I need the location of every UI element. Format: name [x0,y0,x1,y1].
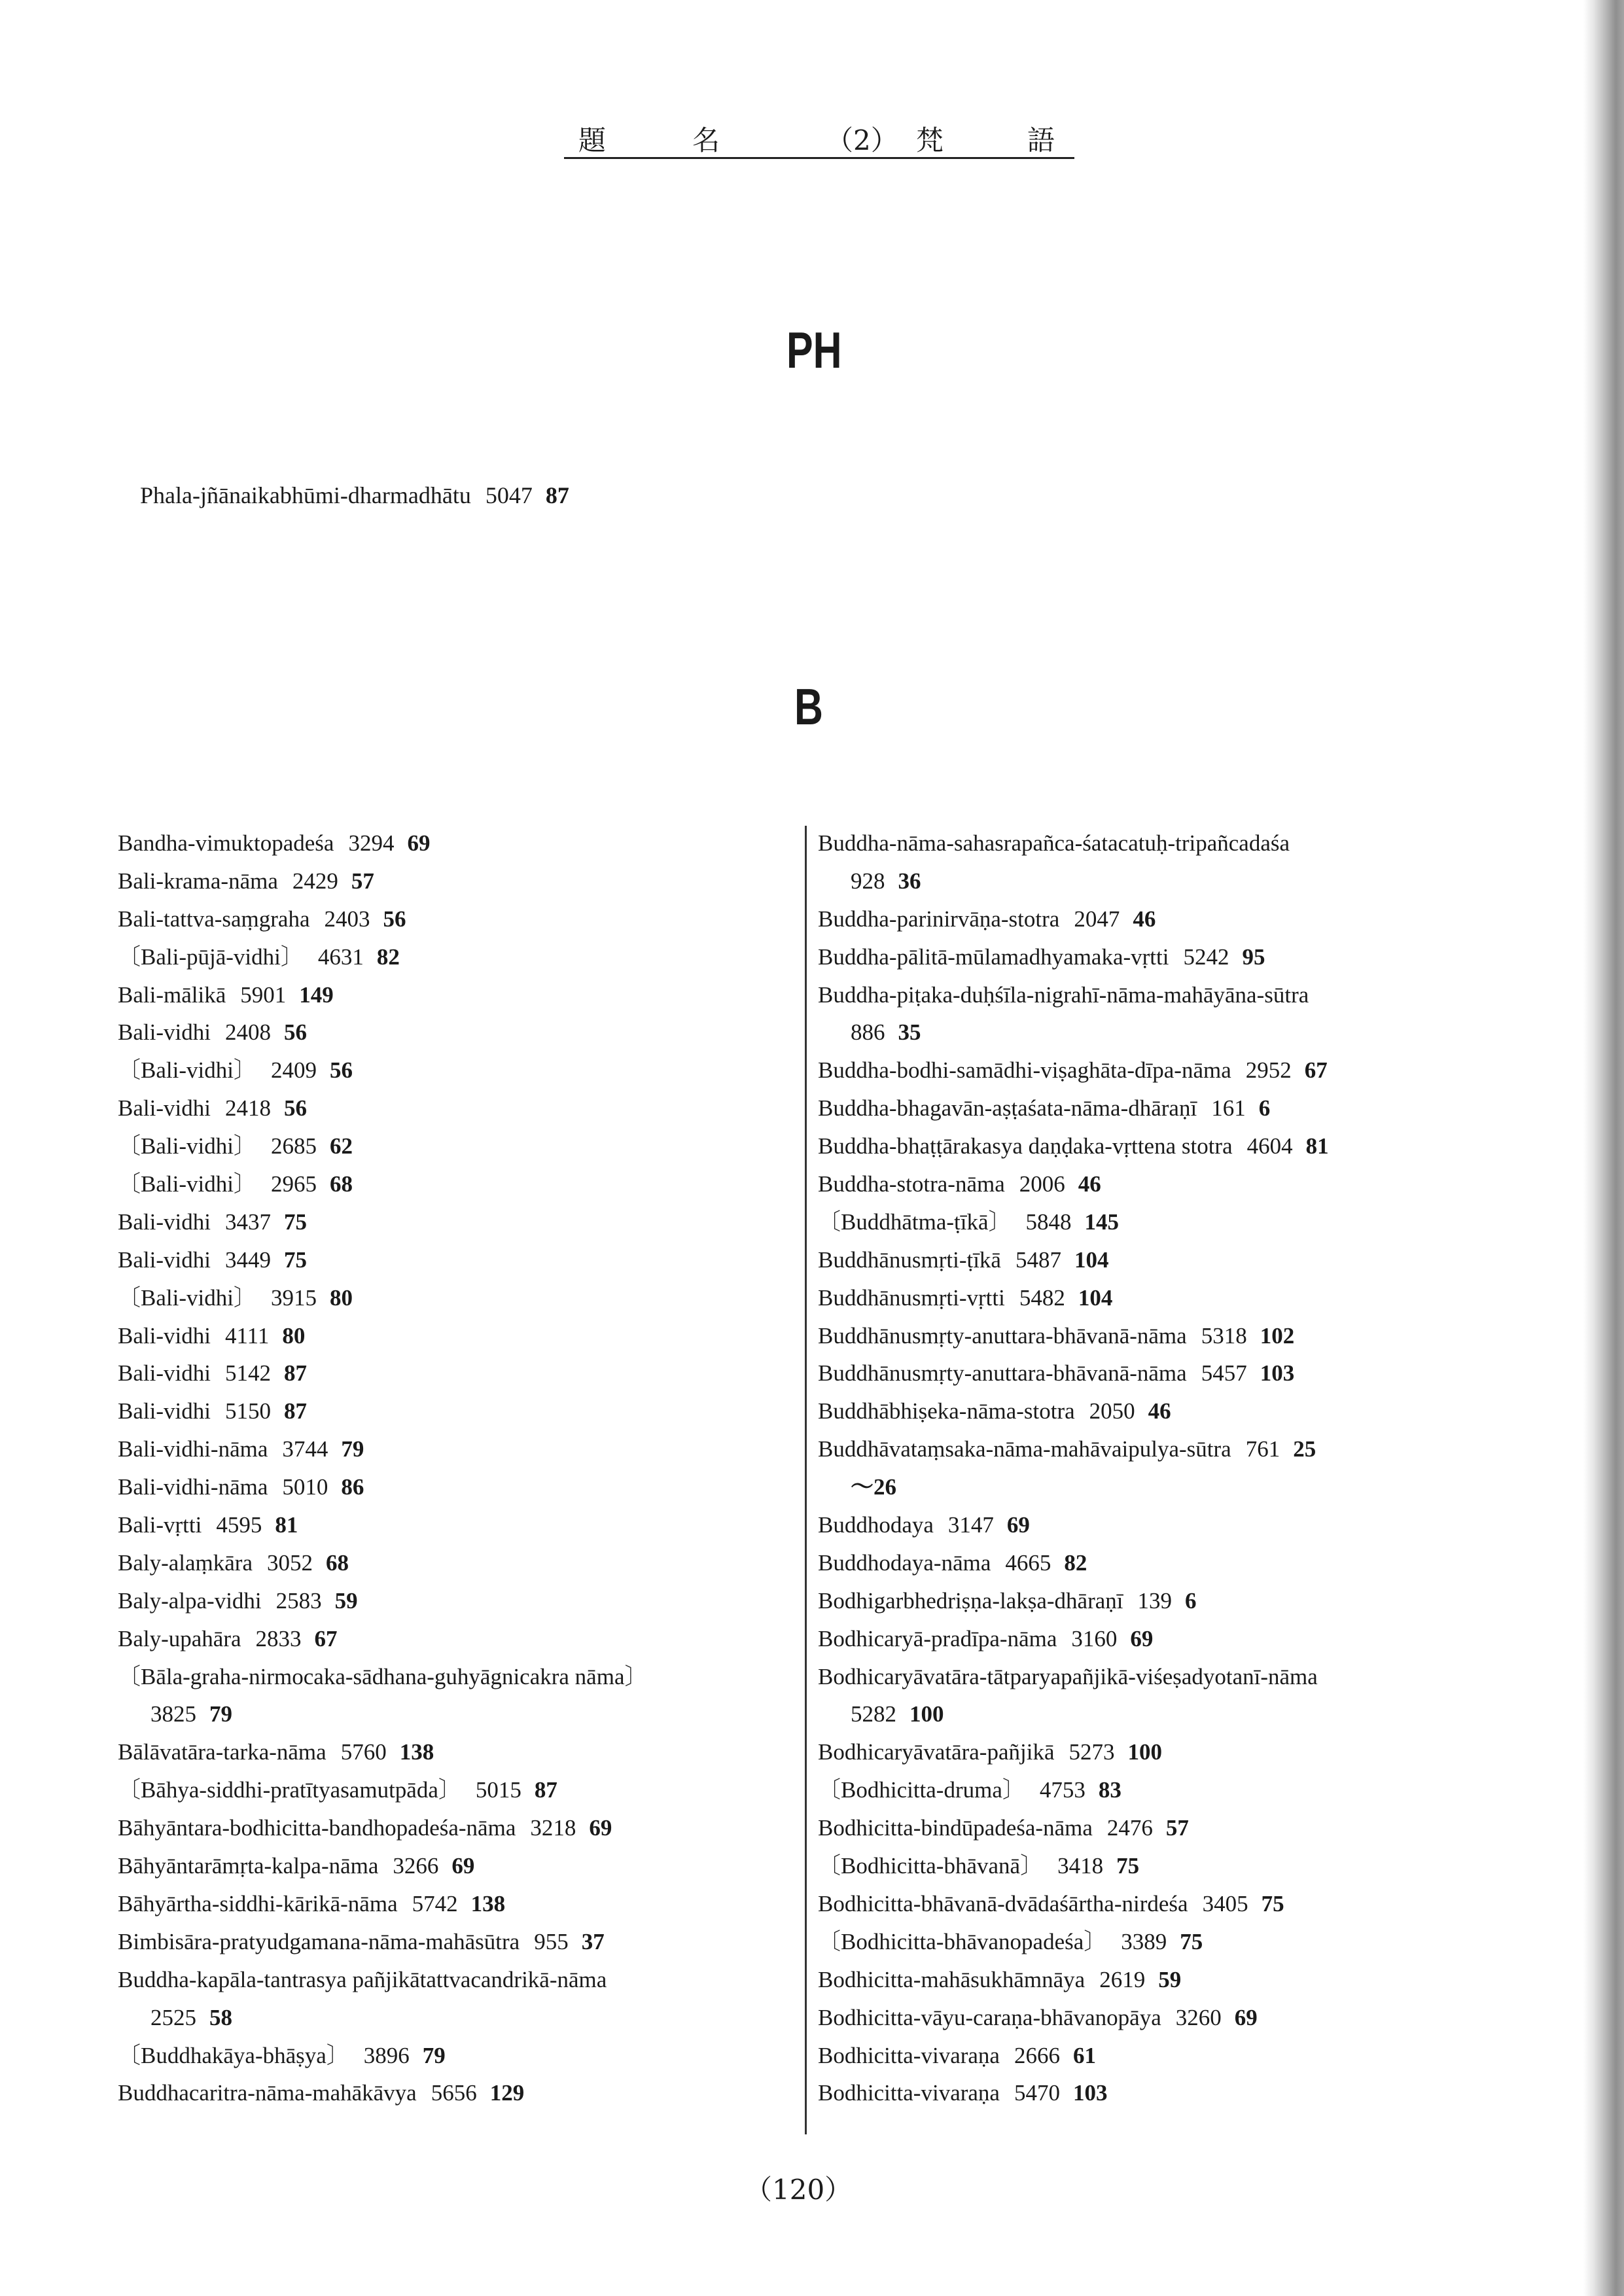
index-entry [818,1999,1498,2037]
entry-number: 3147 [947,1512,994,1538]
entry-number: 2583 [275,1587,322,1614]
header-char-sanskrit1: 梵 [916,124,944,156]
index-entry [118,1771,772,1809]
index-entry [818,2074,1498,2112]
entry-title: Bali-vidhi [118,1360,211,1386]
entry-page: 56 [283,1095,307,1122]
entry-page: 81 [275,1512,298,1538]
index-entry [118,824,772,862]
index-entry [818,2037,1498,2075]
entry-number: 5150 [224,1398,271,1424]
entry-title: Bali-vidhi [118,1209,211,1235]
entry-number: 3449 [224,1246,271,1273]
header-char-title1: 題 [578,124,607,156]
entry-page: 36 [898,868,921,894]
entry-number: 3389 [1121,1928,1167,1954]
entry-number: 2525 [150,2004,196,2030]
entry-number: 2952 [1245,1057,1292,1084]
index-entry [818,1847,1498,1885]
entry-number: 5142 [224,1360,271,1386]
index-entry [118,1089,772,1127]
entry-number: 4111 [224,1322,270,1349]
entry-page: 79 [422,2042,446,2068]
index-entry [818,1771,1498,1809]
section-letter-ph: PH [786,321,842,379]
index-entry [818,1089,1498,1127]
entry-page: 46 [1078,1171,1101,1197]
index-entry [118,1165,772,1203]
entry-number: 3437 [224,1209,271,1235]
entry-page: 35 [898,1019,921,1046]
entry-number: 3405 [1202,1890,1248,1916]
index-entry [118,938,772,976]
index-entry [118,900,772,938]
column-divider [805,826,807,2134]
entry-title: Buddhānusmṛti-ṭīkā [818,1246,1001,1273]
index-entry [118,1544,772,1582]
entry-page: ～26 [851,1474,897,1500]
entry-title: Bodhicitta-vivaraṇa [818,2042,1000,2068]
index-entry [818,1620,1498,1658]
entry-title: Buddha-pālitā-mūlamadhyamaka-vṛtti [818,944,1169,970]
index-entry [818,1885,1498,1923]
entry-number: 2833 [255,1625,302,1651]
entry-number: 5015 [475,1777,521,1803]
entry-number: 2050 [1089,1398,1135,1424]
entry-page: 37 [581,1928,605,1954]
entry-number: 5742 [412,1890,458,1916]
entry-page: 75 [1116,1853,1140,1879]
entry-page: 75 [1261,1890,1284,1916]
entry-number: 886 [851,1019,885,1046]
entry-title: Bodhicitta-mahāsukhāmnāya [818,1966,1086,1992]
entry-title: Bali-vidhi [118,1246,211,1273]
entry-title: Bali-vidhi [118,1095,211,1122]
entry-page: 69 [407,830,431,856]
index-entry [818,1317,1498,1355]
entry-number: 3294 [348,830,395,856]
index-entry [118,1847,772,1885]
entry-page: 145 [1084,1209,1120,1235]
entry-title: Bāhyārtha-siddhi-kārikā-nāma [118,1890,398,1916]
entry-page: 104 [1074,1246,1109,1273]
entry-title: Bali-mālikā [118,981,226,1008]
page-number: （120） [745,2174,853,2206]
entry-title: Bandha-vimuktopadeśa [118,830,334,856]
entry-number: 3896 [363,2042,410,2068]
entry-title: Phala-jñānaikabhūmi-dharmadhātu [140,482,471,508]
entry-title: Baly-upahāra [118,1625,241,1651]
entry-title: Bodhicaryāvatāra-tātparyapañjikā-viśeṣadyotanī-nāma [818,1663,1318,1689]
entry-page: 58 [209,2004,232,2030]
entry-number: 2685 [270,1133,317,1159]
entry-title: 〔Buddhātma-ṭīkā〕 [818,1209,1012,1235]
entry-title: Bodhicitta-bindūpadeśa-nāma [818,1815,1093,1841]
running-header [564,118,1074,159]
entry-number: 5273 [1068,1739,1115,1765]
entry-title: Bodhicitta-vivaraṇa [818,2080,1000,2106]
index-entry [118,1430,772,1468]
index-entry [118,862,772,900]
entry-page: 69 [1130,1625,1154,1651]
entry-number: 4604 [1246,1133,1293,1159]
entry-title: 〔Bali-vidhi〕 [118,1171,256,1197]
entry-title: Buddhānusmṛty-anuttara-bhāvanā-nāma [818,1322,1187,1349]
header-char-title2: 名 [692,124,720,156]
entry-title: 〔Bodhicitta-bhāvanā〕 [818,1853,1044,1879]
entry-page: 68 [329,1171,353,1197]
entry-page: 69 [1234,2004,1258,2030]
index-entry [118,1317,772,1355]
index-entry [118,1127,772,1165]
entry-title: Bodhicaryāvatāra-pañjikā [818,1739,1055,1765]
entry-title: Buddha-stotra-nāma [818,1171,1005,1197]
index-entry [818,938,1498,976]
index-entry [118,1392,772,1430]
section-letter-b: B [794,678,823,735]
entry-title: 〔Bali-pūjā-vidhi〕 [118,944,304,970]
entry-number: 2408 [224,1019,271,1046]
index-entry [818,1733,1498,1771]
index-entry [118,1658,772,1696]
index-entry [118,1620,772,1658]
ph-entry [140,482,569,509]
entry-title: 〔Bali-vidhi〕 [118,1284,256,1311]
entry-title: Buddha-kapāla-tantrasya pañjikātattvacandrikā-nāma [118,1966,607,1992]
entry-page: 69 [451,1853,475,1879]
entry-page: 83 [1098,1777,1121,1803]
entry-page: 149 [299,981,334,1008]
entry-page: 138 [470,1890,506,1916]
entry-page: 86 [341,1474,364,1500]
entry-page: 100 [1127,1739,1162,1765]
entry-page: 81 [1305,1133,1329,1159]
entry-number: 139 [1137,1587,1173,1614]
index-entry [818,900,1498,938]
index-entry [818,1506,1498,1544]
entry-title: Bali-krama-nāma [118,868,278,894]
entry-title: Bali-vidhi [118,1322,211,1349]
entry-title: Baly-alaṃkāra [118,1549,253,1576]
index-entry [118,1961,772,1999]
entry-page: 75 [1180,1928,1203,1954]
entry-number: 5760 [340,1739,387,1765]
entry-title: 〔Bodhicitta-druma〕 [818,1777,1025,1803]
entry-page: 61 [1072,2042,1096,2068]
entry-number: 5318 [1201,1322,1247,1349]
entry-title: Bali-vidhi-nāma [118,1436,268,1462]
index-entry [818,862,1498,900]
index-entry [818,1203,1498,1241]
index-entry [118,1241,772,1279]
entry-page: 57 [351,868,374,894]
entry-page: 82 [376,944,400,970]
entry-title: Buddhodaya [818,1512,934,1538]
entry-number: 2006 [1019,1171,1065,1197]
entry-page: 95 [1242,944,1265,970]
index-entry [818,1544,1498,1582]
entry-number: 3915 [270,1284,317,1311]
left-index-column [118,824,772,2112]
entry-title: Bali-vṛtti [118,1512,202,1538]
entry-title: Buddhābhiṣeka-nāma-stotra [818,1398,1075,1424]
entry-page: 46 [1133,906,1156,932]
entry-title: Bodhicitta-vāyu-caraṇa-bhāvanopāya [818,2004,1161,2030]
entry-page: 104 [1078,1284,1113,1311]
entry-number: 5848 [1025,1209,1072,1235]
entry-number: 3160 [1071,1625,1118,1651]
entry-number: 4631 [317,944,364,970]
entry-number: 3825 [150,1701,196,1727]
entry-page: 6 [1258,1095,1271,1122]
entry-page: 56 [329,1057,353,1084]
index-entry [818,824,1498,862]
entry-page: 80 [329,1284,353,1311]
entry-page: 87 [545,482,569,508]
index-entry [818,1165,1498,1203]
entry-title: Buddhānusmṛty-anuttara-bhāvanā-nāma [818,1360,1187,1386]
entry-page: 56 [383,906,406,932]
entry-number: 5282 [851,1701,896,1727]
entry-page: 82 [1064,1549,1087,1576]
entry-page: 6 [1185,1587,1197,1614]
entry-title: Buddha-bodhi-samādhi-viṣaghāta-dīpa-nāma [818,1057,1231,1084]
index-entry [118,1923,772,1961]
entry-number: 2047 [1074,906,1120,932]
entry-page: 80 [282,1322,306,1349]
entry-title: Bodhicitta-bhāvanā-dvādaśārtha-nirdeśa [818,1890,1188,1916]
entry-number: 3266 [393,1853,439,1879]
entry-page: 79 [341,1436,364,1462]
entry-page: 87 [283,1398,307,1424]
entry-title: Buddhānusmṛti-vṛtti [818,1284,1005,1311]
scan-edge-shadow [1583,0,1624,2296]
entry-number: 2965 [270,1171,317,1197]
entry-title: Bālāvatāra-tarka-nāma [118,1739,327,1765]
entry-number: 4665 [1005,1549,1051,1576]
entry-number: 2409 [270,1057,317,1084]
index-entry [818,1582,1498,1620]
entry-number: 2619 [1099,1966,1146,1992]
entry-page: 67 [314,1625,338,1651]
entry-page: 103 [1260,1360,1295,1386]
index-entry [118,1279,772,1317]
index-entry [118,2074,772,2112]
entry-page: 79 [209,1701,232,1727]
index-entry [118,1468,772,1506]
entry-title: Bali-vidhi [118,1398,211,1424]
entry-title: 〔Bali-vidhi〕 [118,1133,256,1159]
entry-number: 5482 [1019,1284,1065,1311]
entry-page: 56 [283,1019,307,1046]
index-entry [118,1506,772,1544]
entry-title: Bali-tattva-saṃgraha [118,906,310,932]
index-entry [818,1468,1498,1506]
entry-number: 5901 [240,981,287,1008]
entry-title: Bimbisāra-pratyudgamana-nāma-mahāsūtra [118,1928,520,1954]
entry-title: Bodhigarbhedriṣṇa-lakṣa-dhāraṇī [818,1587,1123,1614]
entry-title: Bāhyāntarāmṛta-kalpa-nāma [118,1853,379,1879]
entry-number: 5656 [431,2080,477,2106]
entry-title: Bali-vidhi [118,1019,211,1046]
index-entry [818,1354,1498,1392]
index-entry [118,1733,772,1771]
entry-number: 161 [1211,1095,1246,1122]
index-entry [818,1241,1498,1279]
entry-number: 5487 [1015,1246,1061,1273]
entry-title: Buddhacaritra-nāma-mahākāvya [118,2080,417,2106]
entry-number: 4595 [216,1512,262,1538]
entry-page: 69 [1006,1512,1030,1538]
entry-number: 3218 [530,1815,576,1841]
header-section-number: （2） [826,124,898,156]
index-entry [818,1809,1498,1847]
index-entry [118,1203,772,1241]
index-entry [818,1279,1498,1317]
entry-page: 62 [329,1133,353,1159]
entry-page: 75 [283,1209,307,1235]
entry-title: Buddha-bhagavān-aṣṭaśata-nāma-dhāraṇī [818,1095,1197,1122]
entry-page: 68 [326,1549,349,1576]
entry-page: 87 [534,1777,557,1803]
entry-number: 5047 [485,482,533,508]
entry-number: 928 [851,868,885,894]
entry-page: 75 [283,1246,307,1273]
entry-title: Buddha-parinirvāṇa-stotra [818,906,1060,932]
index-entry [118,2037,772,2075]
entry-title: Bāhyāntara-bodhicitta-bandhopadeśa-nāma [118,1815,516,1841]
index-entry [118,1695,772,1733]
entry-page: 25 [1293,1436,1316,1462]
entry-number: 2403 [324,906,370,932]
entry-page: 59 [1158,1966,1182,1992]
index-entry [818,1658,1498,1696]
entry-number: 955 [534,1928,569,1954]
index-entry [818,1392,1498,1430]
index-entry [818,976,1498,1014]
entry-title: Buddhodaya-nāma [818,1549,991,1576]
entry-page: 102 [1260,1322,1295,1349]
entry-title: Bali-vidhi-nāma [118,1474,268,1500]
entry-page: 59 [334,1587,358,1614]
entry-title: Buddha-bhaṭṭārakasya daṇḍaka-vṛttena stotra [818,1133,1233,1159]
entry-number: 5242 [1183,944,1229,970]
index-entry [818,1923,1498,1961]
entry-number: 5470 [1014,2080,1060,2106]
entry-title: 〔Bāla-graha-nirmocaka-sādhana-guhyāgnicakra nāma〕 [118,1663,648,1689]
entry-title: Buddha-piṭaka-duḥśīla-nigrahī-nāma-mahāyāna-sūtra [818,981,1309,1008]
index-entry [818,1961,1498,1999]
entry-title: Bodhicaryā-pradīpa-nāma [818,1625,1057,1651]
index-entry [818,1695,1498,1733]
index-entry [818,1430,1498,1468]
index-entry [818,1127,1498,1165]
entry-number: 3052 [267,1549,313,1576]
entry-number: 2666 [1014,2042,1060,2068]
entry-number: 2429 [292,868,338,894]
index-entry [818,1051,1498,1089]
index-entry [818,1014,1498,1051]
entry-title: 〔Bāhya-siddhi-pratītyasamutpāda〕 [118,1777,461,1803]
entry-page: 57 [1165,1815,1189,1841]
entry-number: 2476 [1106,1815,1153,1841]
entry-number: 3260 [1175,2004,1222,2030]
header-char-sanskrit2: 語 [1027,124,1055,156]
index-entry [118,1354,772,1392]
entry-page: 100 [909,1701,944,1727]
entry-page: 69 [589,1815,612,1841]
entry-page: 129 [489,2080,525,2106]
index-entry [118,1014,772,1051]
index-entry [118,976,772,1014]
index-entry [118,1051,772,1089]
entry-page: 67 [1304,1057,1328,1084]
entry-page: 87 [283,1360,307,1386]
entry-title: Baly-alpa-vidhi [118,1587,262,1614]
entry-title: 〔Bodhicitta-bhāvanopadeśa〕 [818,1928,1107,1954]
index-entry [118,1885,772,1923]
entry-number: 5457 [1201,1360,1247,1386]
entry-number: 3744 [282,1436,328,1462]
entry-page: 103 [1072,2080,1108,2106]
entry-number: 5010 [282,1474,328,1500]
entry-title: Buddhāvataṃsaka-nāma-mahāvaipulya-sūtra [818,1436,1231,1462]
index-entry [118,1582,772,1620]
index-entry [118,1809,772,1847]
entry-title: Buddha-nāma-sahasrapañca-śatacatuḥ-tripañcadaśa [818,830,1290,856]
entry-number: 761 [1245,1436,1280,1462]
index-entry [118,1999,772,2037]
entry-number: 4753 [1039,1777,1086,1803]
entry-title: 〔Bali-vidhi〕 [118,1057,256,1084]
entry-page: 138 [399,1739,434,1765]
entry-title: 〔Buddhakāya-bhāṣya〕 [118,2042,349,2068]
entry-number: 2418 [224,1095,271,1122]
right-index-column [818,824,1498,2112]
entry-page: 46 [1148,1398,1171,1424]
entry-number: 3418 [1057,1853,1104,1879]
